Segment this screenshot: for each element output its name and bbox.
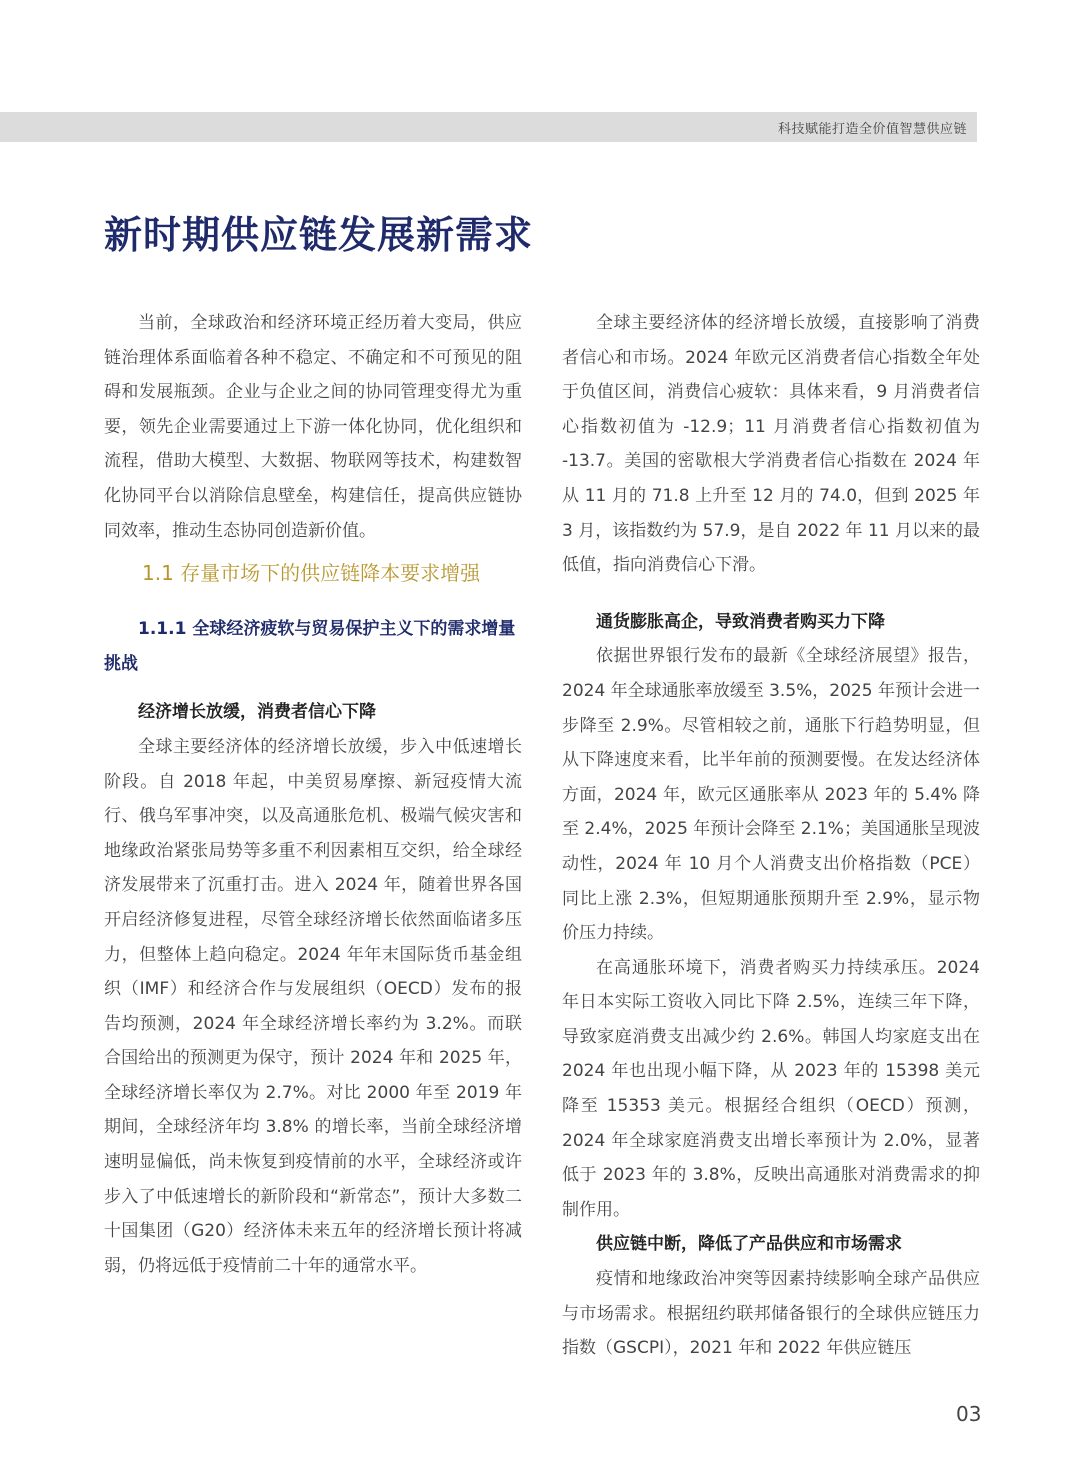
intro-paragraph: 当前，全球政治和经济环境正经历着大变局，供应链治理体系面临着各种不稳定、不确定和不可预见的阻碍和发展瓶颈。企业与企业之间的协同管理变得尤为重要，领先企业需要通过上下游一体化协同，优化组织和流程，借助大模型、大数据、物联网等技术，构建数智化协同平台以消除信息壁垒，构建信任，提高供应链协同效率，推动生态协同创造新价值。 [104, 313, 522, 541]
subhead-economic-slowdown: 经济增长放缓，消费者信心下降 [138, 702, 376, 723]
purchasing-power-paragraph: 在高通胀环境下，消费者购买力持续承压。2024 年日本实际工资收入同比下降 2.5%，连续三年下降，导致家庭消费支出减少约 2.6%。韩国人均家庭支出在 2024 年也出现小幅下降，从 2023 年的 15398 美元降至 15353 美元。根据经合组织（OECD）预测，2024 年全球家庭消费支出增长率预计为 2.0%，显著低于 2023 年的 3.8%，反映出高通胀对消费需求的抑制作用。 [562, 957, 980, 1220]
subhead-inflation: 通货膨胀高企，导致消费者购买力下降 [596, 611, 885, 632]
economic-slowdown-paragraph: 全球主要经济体的经济增长放缓，步入中低速增长阶段。自 2018 年起，中美贸易摩擦、新冠疫情大流行、俄乌军事冲突，以及高通胀危机、极端气候灾害和地缘政治紧张局势等多重不利因素相互交织，给全球经济发展带来了沉重打击。进入 2024 年，随着世界各国开启经济修复进程，尽管全球经济增长依然面临诸多压力，但整体上趋向稳定。2024 年年末国际货币基金组织（IMF）和经济合作与发展组织（OECD）发布的报告均预测，2024 年全球经济增长率约为 3.2%。而联合国给出的预测更为保守，预计 2024 年和 2025 年，全球经济增长率仅为 2.7%。对比 2000 年至 2019 年期间，全球经济年均 3.8% 的增长率，当前全球经济增速明显偏低，尚未恢复到疫情前的水平，全球经济或许步入了中低速增长的新阶段和“新常态”，预计大多数二十国集团（G20）经济体未来五年的经济增长预计将减弱，仍将远低于疫情前二十年的通常水平。 [104, 736, 522, 1276]
subhead-supply-disruption: 供应链中断，降低了产品供应和市场需求 [596, 1234, 902, 1255]
subsection-heading: 1.1.1 全球经济疲软与贸易保护主义下的需求增量挑战 [104, 619, 516, 674]
section-heading: 1.1 存量市场下的供应链降本要求增强 [142, 561, 481, 586]
right-column [562, 306, 980, 1366]
inflation-paragraph: 依据世界银行发布的最新《全球经济展望》报告，2024 年全球通胀率放缓至 3.5%，2025 年预计会进一步降至 2.9%。尽管相较之前，通胀下行趋势明显，但从下降速度来看，比半年前的预测要慢。在发达经济体方面，2024 年，欧元区通胀率从 2023 年的 5.4% 降至 2.4%，2025 年预计会降至 2.1%；美国通胀呈现波动性，2024 年 10 月个人消费支出价格指数（PCE）同比上涨 2.3%，但短期通胀预期升至 2.9%，显示物价压力持续。 [562, 646, 980, 944]
page-title: 新时期供应链发展新需求 [104, 213, 534, 257]
consumer-confidence-paragraph: 全球主要经济体的经济增长放缓，直接影响了消费者信心和市场。2024 年欧元区消费者信心指数全年处于负值区间，消费信心疲软：具体来看，9 月消费者信心指数初值为 -12.9；11 月消费者信心指数初值为 -13.7。美国的密歇根大学消费者信心指数在 2024 年从 11 月的 71.8 上升至 12 月的 74.0，但到 2025 年 3 月，该指数约为 57.9，是自 2022 年 11 月以来的最低值，指向消费信心下滑。 [562, 313, 980, 576]
supply-disruption-paragraph: 疫情和地缘政治冲突等因素持续影响全球产品供应与市场需求。根据纽约联邦储备银行的全球供应链压力指数（GSCPI），2021 年和 2022 年供应链压 [562, 1269, 980, 1359]
left-column [104, 306, 522, 1283]
running-title: 科技赋能打造全价值智慧供应链 [777, 122, 967, 137]
page-number: 03 [956, 1402, 982, 1426]
header-band [0, 112, 977, 142]
